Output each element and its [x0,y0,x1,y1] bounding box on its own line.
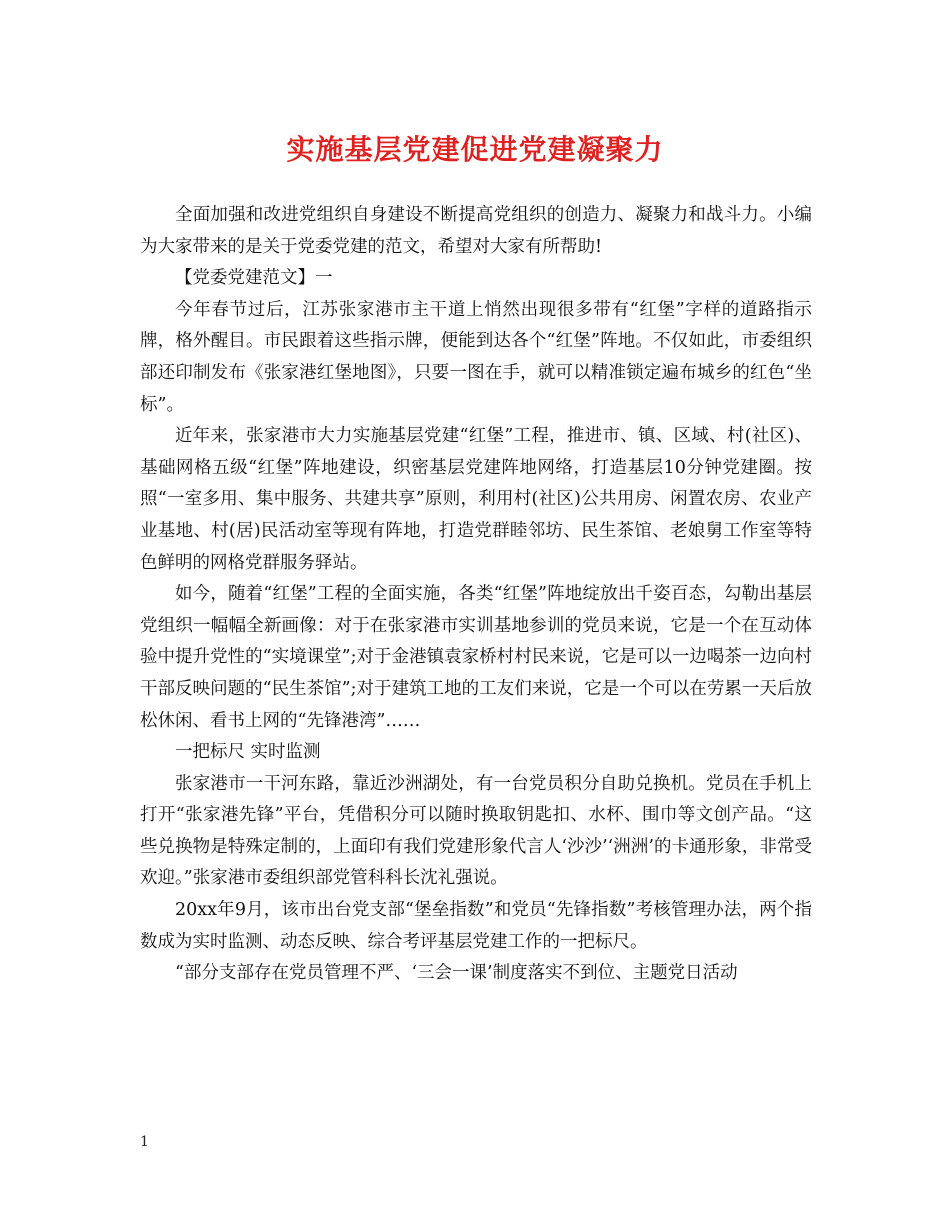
document-body [140,200,812,990]
paragraph-branch-issues: “部分支部存在党员管理不严、‘三会一课’制度落实不到位、主题党日活动 [175,963,738,984]
paragraph-points-exchange: 张家港市一干河东路，靠近沙洲湖处，有一台党员积分自助兑换机。党员在手机上打开“张家港先锋”平台，凭借积分可以随时换取钥匙扣、水杯、围巾等文创产品。“这些兑换物是特殊定制的，上面印有我们党建形象代言人‘沙沙’‘洲洲’的卡通形象，非常受欢迎。”张家港市委组织部党管科科长沈礼强说。 [140,773,812,889]
paragraph-intro: 全面加强和改进党组织自身建设不断提高党组织的创造力、凝聚力和战斗力。小编为大家带来的是关于党委党建的范文，希望对大家有所帮助! [140,205,812,257]
document-title: 实施基层党建促进党建凝聚力 [286,133,664,166]
page-number: 1 [140,1134,149,1150]
paragraph-subheading-measure: 一把标尺 实时监测 [175,742,321,763]
paragraph-red-fort-portraits: 如今，随着“红堡”工程的全面实施，各类“红堡”阵地绽放出千姿百态，勾勒出基层党组织一幅幅全新画像：对于在张家港市实训基地参训的党员来说，它是一个在互动体验中提升党性的“实境课堂”;对于金港镇袁家桥村村民来说，它是可以一边喝茶一边向村干部反映问题的“民生茶馆”;对于建筑工地的工友们来说，它是一个可以在劳累一天后放松休闲、看书上网的“先锋港湾”…… [140,584,812,731]
paragraph-section-heading: 【党委党建范文】一 [175,268,333,289]
paragraph-red-fort-signs: 今年春节过后，江苏张家港市主干道上悄然出现很多带有“红堡”字样的道路指示牌，格外醒目。市民跟着这些指示牌，便能到达各个“红堡”阵地。不仅如此，市委组织部还印制发布《张家港红堡地图》，只要一图在手，就可以精准锁定遍布城乡的红色“坐标”。 [140,299,812,415]
paragraph-index-policy: 20xx年9月，该市出台党支部“堡垒指数”和党员“先锋指数”考核管理办法，两个指数成为实时监测、动态反映、综合考评基层党建工作的一把标尺。 [140,900,812,952]
paragraph-red-fort-project: 近年来，张家港市大力实施基层党建“红堡”工程，推进市、镇、区域、村(社区)、基础网格五级“红堡”阵地建设，织密基层党建阵地网络，打造基层10分钟党建圈。按照“一室多用、集中服务、共建共享”原则，利用村(社区)公共用房、闲置农房、农业产业基地、村(居)民活动室等现有阵地，打造党群睦邻坊、民生茶馆、老娘舅工作室等特色鲜明的网格党群服务驿站。 [140,426,812,573]
